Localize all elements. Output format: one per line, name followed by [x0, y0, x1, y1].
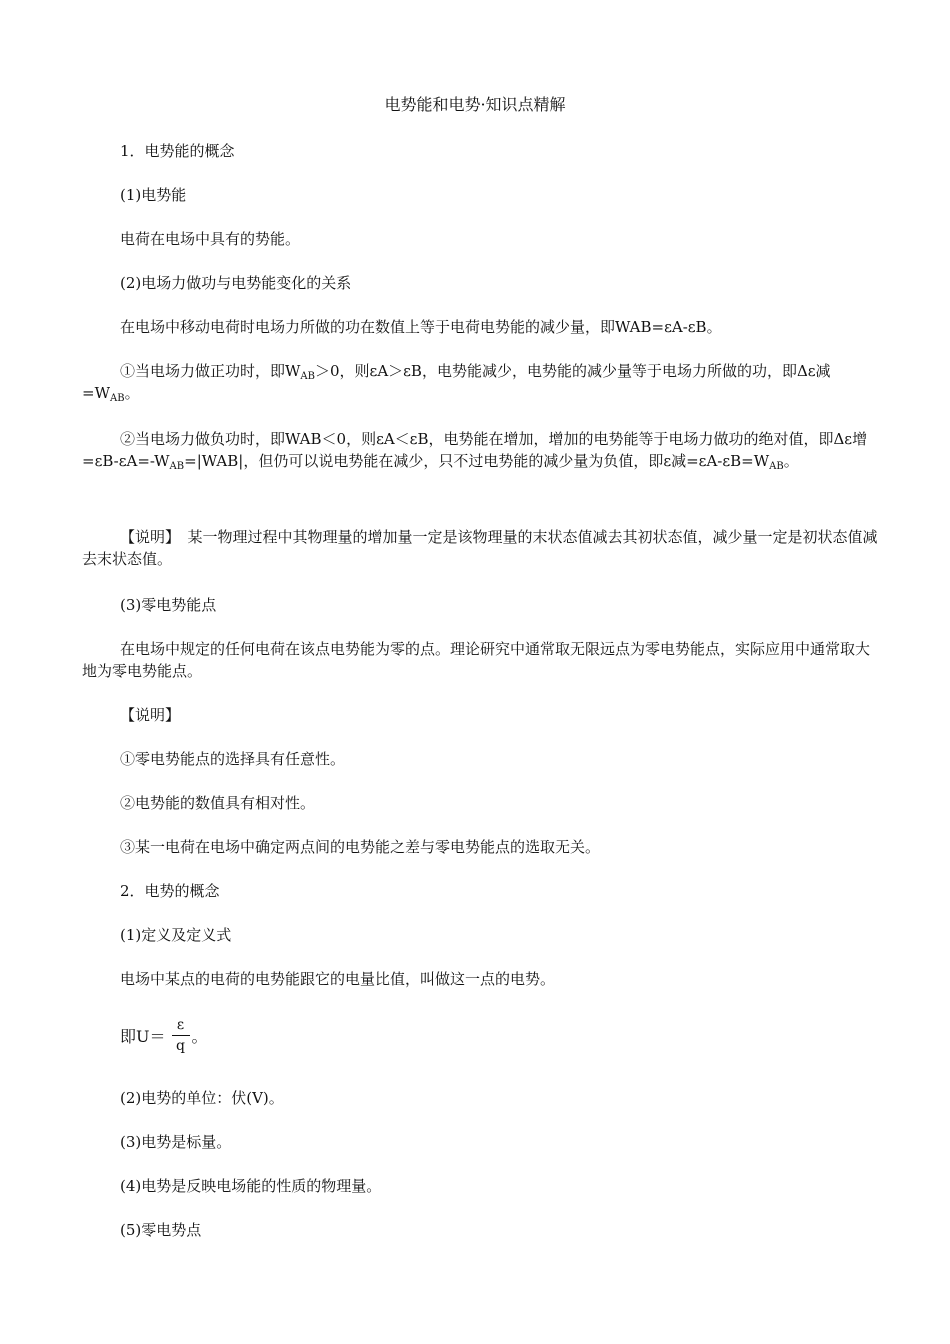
- section-2-3: (3)电势是标量。: [120, 1133, 232, 1151]
- section-1-2-heading: (2)电场力做功与电势能变化的关系: [120, 274, 352, 292]
- note-2-item: ①零电势能点的选择具有任意性。: [120, 750, 346, 768]
- paragraph-negative-work: [82, 428, 882, 472]
- subscript: AB: [169, 461, 185, 472]
- text-run: =|WAB|，但仍可以说电势能在减少，只不过电势能的减少量为负值，即ε减=εA-εB=W: [184, 452, 770, 470]
- subscript: AB: [300, 371, 315, 382]
- note-1: 【说明】 某一物理过程中其物理量的增加量一定是该物理量的末状态值减去其初状态值，减少量一定是初状态值减去末状态值。: [82, 528, 878, 568]
- formula-prefix: 即U＝: [120, 1026, 166, 1046]
- fraction-denominator: q: [176, 1037, 185, 1054]
- subscript: AB: [110, 393, 125, 404]
- text-run: 。: [124, 384, 140, 402]
- section-2-4: (4)电势是反映电场能的性质的物理量。: [120, 1177, 382, 1195]
- page-title: 电势能和电势·知识点精解: [384, 95, 566, 114]
- potential-formula: [120, 1010, 208, 1060]
- text-run: ＞0，则εA＞εB，电势能减少，电势能的减少量等于电场力所做的功，即Δε减=W: [82, 362, 831, 402]
- section-2-1-heading: (1)定义及定义式: [120, 926, 232, 944]
- section-1-heading: 1．电势能的概念: [120, 142, 235, 160]
- text-run: ②当电场力做负功时，即WAB＜0，则εA＜εB，电势能在增加，增加的电势能等于电场力做功的绝对值，即Δε增=εB-εA=-W: [82, 430, 868, 470]
- section-1-3-heading: (3)零电势能点: [120, 596, 217, 614]
- section-2-5: (5)零电势点: [120, 1221, 202, 1239]
- section-1-1-heading: (1)电势能: [120, 186, 187, 204]
- text-run: 。: [783, 452, 799, 470]
- fraction: [172, 1017, 190, 1054]
- subscript: AB: [769, 461, 784, 472]
- section-2-heading: 2．电势的概念: [120, 882, 220, 900]
- note-2-heading: 【说明】: [120, 706, 181, 724]
- section-1-3-text: 在电场中规定的任何电荷在该点电势能为零的点。理论研究中通常取无限远点为零电势能点，实际应用中通常取大地为零电势能点。: [82, 640, 871, 680]
- section-2-1-text: 电场中某点的电荷的电势能跟它的电量比值，叫做这一点的电势。: [120, 970, 556, 988]
- note-2-item: ②电势能的数值具有相对性。: [120, 794, 316, 812]
- text-run: ①当电场力做正功时，即W: [120, 362, 301, 380]
- note-2-item: ③某一电荷在电场中确定两点间的电势能之差与零电势能点的选取无关。: [120, 838, 601, 856]
- paragraph-positive-work: [82, 360, 882, 404]
- section-2-2: (2)电势的单位：伏(V)。: [120, 1089, 284, 1107]
- fraction-numerator: ε: [176, 1016, 185, 1033]
- fraction-bar: [172, 1035, 190, 1036]
- section-1-2-text: 在电场中移动电荷时电场力所做的功在数值上等于电荷电势能的减少量，即WAB=εA-εB。: [120, 318, 722, 336]
- section-1-1-text: 电荷在电场中具有的势能。: [120, 230, 301, 248]
- formula-suffix: 。: [191, 1026, 208, 1046]
